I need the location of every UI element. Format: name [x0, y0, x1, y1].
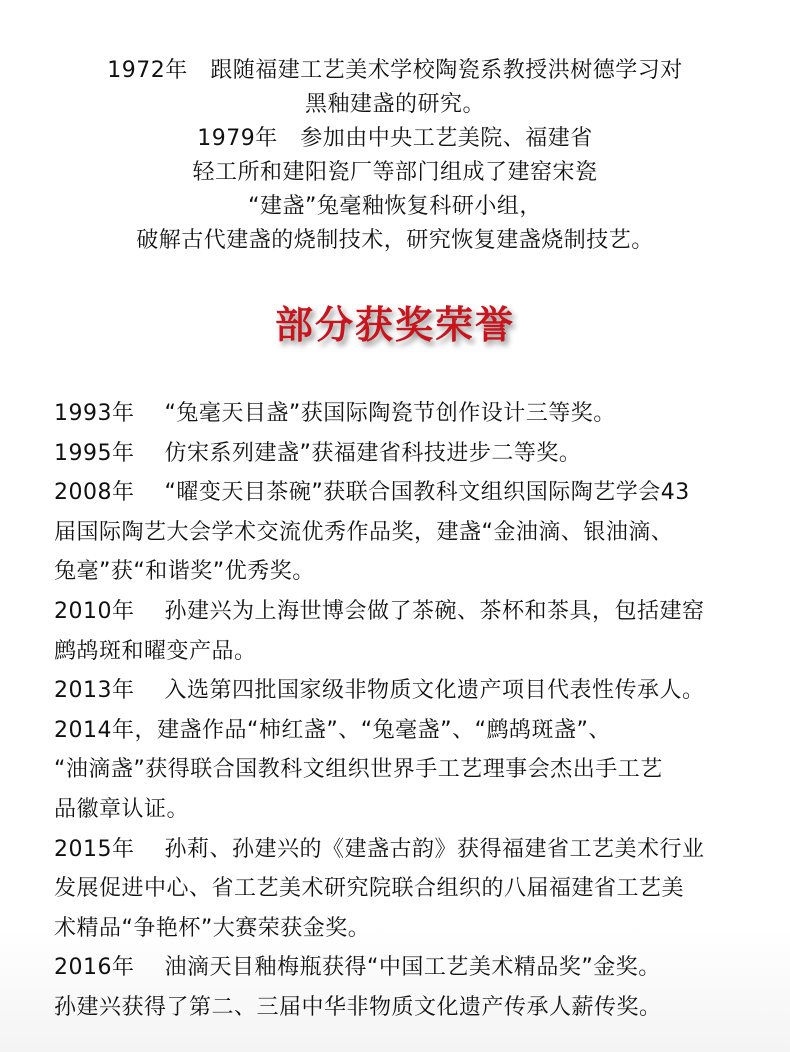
- honor-line: 2008年 “曜变天目茶碗”获联合国教科文组织国际陶艺学会43: [54, 480, 690, 506]
- intro-line: 1972年 跟随福建工艺美术学校陶瓷系教授洪树德学习对: [107, 58, 683, 83]
- honor-line: 2010年 孙建兴为上海世博会做了茶碗、茶杯和茶具，包括建窑: [54, 598, 705, 624]
- honor-line: 孙建兴获得了第二、三届中华非物质文化遗产传承人薪传奖。: [54, 994, 662, 1020]
- honor-line: 1993年 “兔毫天目盏”获国际陶瓷节创作设计三等奖。: [54, 401, 616, 426]
- honor-line: 品徽章认证。: [54, 796, 190, 822]
- honors-list: [54, 394, 774, 1028]
- honor-line: 兔毫”获“和谐奖”优秀奖。: [54, 559, 315, 585]
- section-heading: 部分获奖荣誉: [274, 303, 515, 347]
- intro-line: “建盏”兔毫釉恢复科研小组，: [248, 194, 542, 219]
- honor-line: “油滴盏”获得联合国教科文组织世界手工艺理事会杰出手工艺: [54, 757, 663, 783]
- honor-line: 届国际陶艺大会学术交流优秀作品奖，建盏“金油滴、银油滴、: [54, 519, 674, 545]
- honor-line: 2013年 入选第四批国家级非物质文化遗产项目代表性传承人。: [54, 678, 705, 704]
- honor-line: 2016年 油滴天目釉梅瓶获得“中国工艺美术精品奖”金奖。: [54, 955, 661, 981]
- honor-line: 发展促进中心、省工艺美术研究院联合组织的八届福建省工艺美: [54, 876, 685, 902]
- intro-line: 1979年 参加由中央工艺美院、福建省: [197, 126, 593, 151]
- honor-line: 2015年 孙莉、孙建兴的《建盏古韵》获得福建省工艺美术行业: [54, 836, 705, 862]
- honor-line: 1995年 仿宋系列建盏”获福建省科技进步二等奖。: [54, 440, 582, 466]
- intro-line: 轻工所和建阳瓷厂等部门组成了建窑宋瓷: [192, 160, 598, 185]
- intro-line: 黑釉建盏的研究。: [304, 92, 485, 117]
- intro-paragraph: [0, 54, 790, 258]
- honor-line: 2014年，建盏作品“柿红盏”、“兔毫盏”、“鹧鸪斑盏”、: [54, 717, 611, 743]
- honor-line: 术精品“争艳杯”大赛荣获金奖。: [54, 915, 371, 941]
- intro-line: 破解古代建盏的烧制技术，研究恢复建盏烧制技艺。: [136, 228, 654, 253]
- honor-line: 鹧鸪斑和曜变产品。: [54, 638, 257, 664]
